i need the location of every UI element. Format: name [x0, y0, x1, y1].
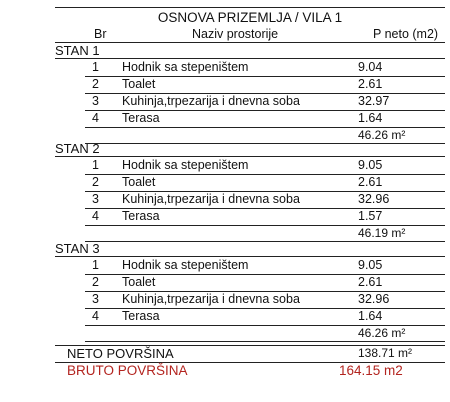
page-title: OSNOVA PRIZEMLJA / VILA 1	[157, 10, 343, 25]
row-number: 1	[92, 258, 99, 272]
room-name: Toalet	[122, 175, 156, 189]
header-br: Br	[94, 27, 107, 41]
room-area: 1.64	[358, 111, 383, 125]
room-area: 1.64	[358, 309, 383, 323]
section-title: STAN 2	[55, 141, 100, 156]
room-name: Hodnik sa stepeništem	[122, 158, 249, 172]
section-title: STAN 1	[55, 43, 100, 58]
neto-value: 138.71 m²	[358, 346, 413, 360]
row-number: 2	[92, 175, 99, 189]
row-number: 3	[92, 94, 99, 108]
room-name: Terasa	[122, 209, 160, 223]
section-total-rule	[85, 143, 445, 144]
room-name: Kuhinja,trpezarija i dnevna soba	[122, 292, 300, 306]
section-total-rule	[85, 241, 445, 242]
room-name: Terasa	[122, 111, 160, 125]
row-number: 4	[92, 309, 99, 323]
section-title-rule	[55, 58, 445, 59]
section-total: 46.26 m²	[358, 326, 406, 340]
neto-label: NETO POVRŠINA	[67, 346, 174, 361]
section-title-rule	[55, 256, 445, 257]
room-name: Toalet	[122, 77, 156, 91]
row-number: 4	[92, 209, 99, 223]
room-area: 2.61	[358, 175, 383, 189]
room-name: Hodnik sa stepeništem	[122, 258, 249, 272]
header-neto: P neto (m2)	[373, 27, 439, 41]
section-total-rule	[85, 341, 445, 342]
room-area: 32.97	[358, 94, 390, 108]
room-name: Kuhinja,trpezarija i dnevna soba	[122, 94, 300, 108]
room-area: 9.04	[358, 60, 383, 74]
row-number: 1	[92, 60, 99, 74]
room-name: Toalet	[122, 275, 156, 289]
room-area: 9.05	[358, 258, 383, 272]
room-area: 2.61	[358, 275, 383, 289]
section-total: 46.26 m²	[358, 128, 406, 142]
section-title-rule	[55, 156, 445, 157]
room-name: Hodnik sa stepeništem	[122, 60, 249, 74]
room-area: 32.96	[358, 192, 390, 206]
row-number: 2	[92, 77, 99, 91]
header-rule	[55, 42, 445, 43]
room-area: 9.05	[358, 158, 383, 172]
bruto-label: BRUTO POVRŠINA	[67, 363, 188, 378]
bruto-value: 164.15 m2	[339, 363, 403, 378]
row-number: 1	[92, 158, 99, 172]
section-total: 46.19 m²	[358, 226, 406, 240]
section-title: STAN 3	[55, 241, 100, 256]
top-rule	[55, 7, 445, 8]
row-number: 3	[92, 292, 99, 306]
room-area: 2.61	[358, 77, 383, 91]
header-naziv: Naziv prostorije	[192, 27, 279, 41]
row-number: 2	[92, 275, 99, 289]
row-number: 3	[92, 192, 99, 206]
row-number: 4	[92, 111, 99, 125]
room-area: 32.96	[358, 292, 390, 306]
room-name: Kuhinja,trpezarija i dnevna soba	[122, 192, 300, 206]
room-name: Terasa	[122, 309, 160, 323]
room-area: 1.57	[358, 209, 383, 223]
